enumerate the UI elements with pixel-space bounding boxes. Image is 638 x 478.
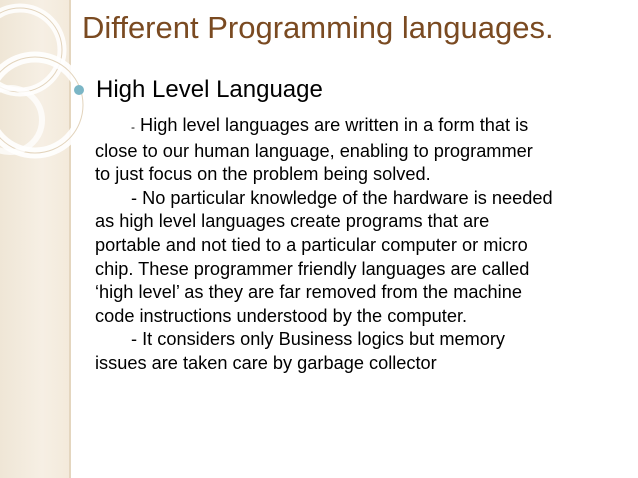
bullet-item: [74, 76, 323, 104]
paragraph-line: - No particular knowledge of the hardware is needed: [131, 187, 553, 208]
paragraph-line: [95, 114, 630, 140]
paragraph-line: close to our human language, enabling to programmer: [95, 140, 533, 161]
dash-marker: -: [131, 120, 135, 134]
paragraph-line: chip. These programmer friendly languages are called: [95, 258, 530, 279]
paragraph-line: - It considers only Business logics but memory: [131, 329, 505, 350]
paragraph-line: ‘high level’ as they are far removed from the machine: [95, 282, 522, 303]
slide-body: [95, 114, 630, 376]
paragraph-line: as high level languages create programs that are: [95, 211, 490, 232]
slide-title: Different Programming languages.: [82, 10, 554, 45]
paragraph-line: code instructions understood by the computer.: [95, 305, 468, 326]
paragraph-line: issues are taken care by garbage collector: [95, 352, 437, 373]
paragraph-line: portable and not tied to a particular computer or micro: [95, 234, 528, 255]
paragraph-line: to just focus on the problem being solved.: [95, 164, 431, 185]
section-heading: High Level Language: [96, 76, 323, 103]
line-text: High level languages are written in a form that is: [135, 115, 529, 135]
bullet-icon: [74, 85, 84, 95]
